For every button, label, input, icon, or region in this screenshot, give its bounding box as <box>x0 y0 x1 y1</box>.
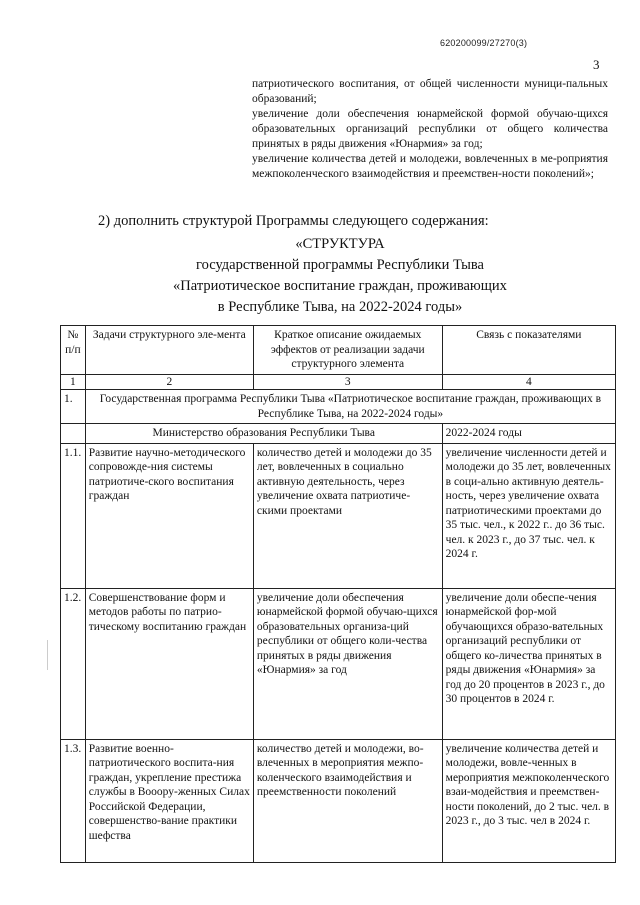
column-number: 4 <box>442 374 615 390</box>
title-line: государственной программы Республики Тыва <box>196 257 484 273</box>
page-number: 3 <box>593 57 600 72</box>
responsible-ministry: Министерство образования Республики Тыва <box>85 424 442 444</box>
implementation-period: 2022-2024 годы <box>442 424 615 444</box>
subheader-row <box>61 424 616 444</box>
title-line: в Республике Тыва, на 2022-2024 годы» <box>217 299 463 315</box>
structure-title <box>60 234 620 318</box>
row-effect: количество детей и молодежи, во-влеченных в мероприятия межпо-коленческого взаимодействия и преемственности поколений <box>253 739 442 862</box>
row-number: 1.3. <box>61 739 86 862</box>
table-row <box>61 739 616 862</box>
column-number: 1 <box>61 374 86 390</box>
section-number: 1. <box>61 390 86 424</box>
column-number: 2 <box>85 374 253 390</box>
row-number: 1.2. <box>61 588 86 739</box>
section-row <box>61 390 616 424</box>
row-effect: увеличение доли обеспечения юнармейской формой обучаю-щихся образовательных организа-ций республики от общего коли-чества принятых в ряды движения «Юнармия» за год <box>253 588 442 739</box>
amendment-lead: 2) дополнить структурой Программы следующего содержания: <box>98 213 489 229</box>
column-number: 3 <box>253 374 442 390</box>
table-row <box>61 443 616 588</box>
row-indicator: увеличение количества детей и молодежи, вовле-ченных в мероприятия межпоколенческого взаи-модействия и преемствен-ности поколений, до 2 тыс. чел. в 2023 г., до 3 тыс. чел в 2024 г. <box>442 739 615 862</box>
intro-text <box>252 77 608 182</box>
header-cell-effect: Краткое описание ожидаемых эффектов от реализации задачи структурного элемента <box>253 326 442 375</box>
row-task: Развитие военно-патриотического воспита-ния граждан, укрепление престижа службы в Вооору-женных Силах Российской Федерации, совершенство-вание практики шефства <box>85 739 253 862</box>
row-effect: количество детей и молодежи до 35 лет, вовлеченных в социально активную деятельность, через увеличение охвата патриотиче-скими проектами <box>253 443 442 588</box>
row-indicator: увеличение доли обеспе-чения юнармейской фор-мой обучающихся образо-вательных организаций республики от общего ко-личества принятых в ряды движения «Юнармия» за год до 20 процентов в 2023 г., до 30 процентов в 2024 г. <box>442 588 615 739</box>
intro-paragraph: увеличение количества детей и молодежи, вовлеченных в ме-роприятия межпоколенческого взаимодействия и преемствен-ности поколений»; <box>252 153 608 180</box>
title-line: «Патриотическое воспитание граждан, проживающих <box>173 278 507 294</box>
table-header-row <box>61 326 616 375</box>
header-cell-task: Задачи структурного эле-мента <box>85 326 253 375</box>
row-task: Совершенствование форм и методов работы по патрио-тическому воспитанию граждан <box>85 588 253 739</box>
row-indicator: увеличение численности детей и молодежи до 35 лет, вовлеченных в соци-ально активную деятель-ность, через увеличение охвата патриотическими проектами до 35 тыс. чел., к 2022 г.. до 36 тыс. чел. к 2023 г., до 37 тыс. чел. к 2024 г. <box>442 443 615 588</box>
structure-table <box>60 325 616 863</box>
intro-paragraph: патриотического воспитания, от общей численности муници-пальных образований; <box>252 78 608 105</box>
scan-margin-mark <box>47 640 48 670</box>
table-row <box>61 588 616 739</box>
empty-cell <box>61 424 86 444</box>
intro-paragraph: увеличение доли обеспечения юнармейской формой обучаю-щихся образовательных организаций республики от общего количества принятых в ряды движения «Юнармия» за год; <box>252 108 608 150</box>
row-task: Развитие научно-методического сопровожде-ния системы патриотиче-ского воспитания граждан <box>85 443 253 588</box>
section-title: Государственная программа Республики Тыва «Патриотическое воспитание граждан, проживающих в Республике Тыва, на 2022-2024 годы» <box>85 390 615 424</box>
column-number-row <box>61 374 616 390</box>
header-cell-num: № п/п <box>61 326 86 375</box>
row-number: 1.1. <box>61 443 86 588</box>
title-line: «СТРУКТУРА <box>295 236 385 252</box>
header-cell-indicator: Связь с показателями <box>442 326 615 375</box>
document-id: 620200099/27270(3) <box>440 38 528 48</box>
